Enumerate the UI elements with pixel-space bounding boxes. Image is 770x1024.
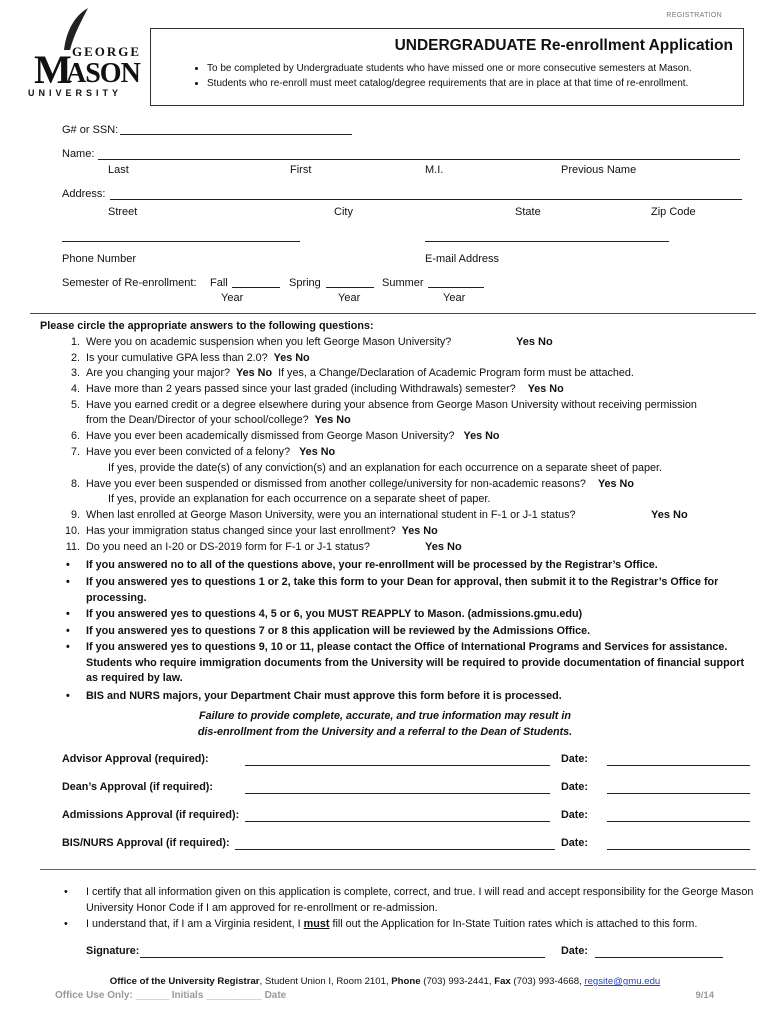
bis-nurs-approval-label: BIS/NURS Approval (if required):	[62, 837, 230, 849]
logo-university: UNIVERSITY	[28, 88, 123, 98]
certify-statement: • I certify that all information given on this application is complete, correct, and true. I will read and accept responsibility for the George Mason University Honor Code if I am approved for re-enrollment or re-admission.	[86, 885, 756, 916]
instruction-item: • If you answered yes to questions 7 or 8 this application will be reviewed by the Admissions Office.	[86, 624, 746, 640]
signature-date-label: Date:	[561, 945, 588, 957]
summer-label: Summer	[382, 277, 424, 289]
advisor-approval-field[interactable]	[245, 765, 550, 766]
instruction-item: • If you answered yes to questions 4, 5 or 6, you MUST REAPPLY to Mason. (admissions.gmu.edu)	[86, 607, 746, 623]
logo-m: M	[34, 47, 71, 92]
dean-date-label: Date:	[561, 781, 588, 793]
question-11-yes-no[interactable]: Yes No	[425, 541, 462, 553]
page-title: UNDERGRADUATE Re-enrollment Application	[394, 37, 733, 54]
question-10: 10. Has your immigration status changed since your last enrollment? Yes No	[64, 525, 438, 537]
question-3: 3. Are you changing your major? Yes No If yes, a Change/Declaration of Academic Program form must be attached.	[70, 367, 634, 379]
warning-line-1: Failure to provide complete, accurate, and true information may result in	[199, 710, 571, 722]
office-use-only: Office Use Only: ______ Initials __________ Date	[55, 990, 287, 1001]
question-3-yes-no[interactable]: Yes No	[236, 367, 273, 379]
admissions-approval-field[interactable]	[245, 821, 550, 822]
logo-george: GEORGE	[72, 44, 142, 59]
instruction-item: • If you answered no to all of the questions above, your re-enrollment will be processed by the Registrar’s Office.	[86, 558, 746, 574]
title-bullet: • To be completed by Undergraduate students who have missed one or more consecutive semesters at Mason.	[207, 61, 692, 76]
first-label: First	[290, 164, 312, 176]
admissions-approval-label: Admissions Approval (if required):	[62, 809, 240, 821]
phone-field[interactable]	[62, 241, 300, 242]
signature-label: Signature:	[86, 945, 140, 957]
question-2: 2. Is your cumulative GPA less than 2.0? Yes No	[70, 352, 310, 364]
instruction-item: • If you answered yes to questions 9, 10 or 11, please contact the Office of International Programs and Services for assistance. Students who require immigration documents from the University will be required to provide documentation of financial support as required by law.	[86, 640, 746, 687]
fall-year-field[interactable]	[232, 287, 280, 288]
registrar-email-link[interactable]: regsite@gmu.edu	[584, 976, 661, 987]
name-label: Name:	[62, 148, 95, 160]
instruction-item: • If you answered yes to questions 1 or 2, take this form to your Dean for approval, then submit it to the Registrar’s Office for processing.	[86, 575, 746, 606]
gssn-field[interactable]	[120, 134, 352, 135]
warning-line-2: dis-enrollment from the University and a referral to the Dean of Students.	[197, 726, 573, 738]
question-4: 4. Have more than 2 years passed since your last graded (including Withdrawals) semester? Yes No	[70, 383, 564, 395]
header-registration-label: REGISTRATION	[666, 12, 722, 19]
understand-statement: • I understand that, if I am a Virginia resident, I must fill out the Application for In-State Tuition rates which is attached to this form.	[86, 917, 756, 933]
signature-date-field[interactable]	[595, 957, 723, 958]
question-1-yes-no[interactable]: Yes No	[516, 336, 553, 348]
name-field[interactable]	[98, 159, 740, 160]
street-label: Street	[108, 206, 138, 218]
approval-divider	[40, 869, 756, 870]
question-6: 6. Have you ever been academically dismissed from George Mason University? Yes No	[70, 430, 500, 442]
previous-name-label: Previous Name	[561, 164, 637, 176]
city-label: City	[334, 206, 353, 218]
question-5-cont: from the Dean/Director of your school/college? Yes No	[86, 414, 351, 426]
logo-ason: ASON	[66, 58, 140, 89]
advisor-date-field[interactable]	[607, 765, 750, 766]
summer-year-label: Year	[443, 292, 466, 304]
signature-field[interactable]	[140, 957, 545, 958]
question-4-yes-no[interactable]: Yes No	[527, 383, 564, 395]
email-field[interactable]	[425, 241, 669, 242]
semester-label: Semester of Re-enrollment:	[62, 277, 197, 289]
question-8-yes-no[interactable]: Yes No	[597, 478, 634, 490]
dean-approval-field[interactable]	[245, 793, 550, 794]
spring-year-label: Year	[338, 292, 361, 304]
last-label: Last	[108, 164, 129, 176]
question-9-yes-no[interactable]: Yes No	[651, 509, 688, 521]
advisor-approval-label: Advisor Approval (required):	[62, 753, 209, 765]
phone-label: Phone Number	[62, 253, 136, 265]
email-label: E-mail Address	[425, 253, 499, 265]
dean-date-field[interactable]	[607, 793, 750, 794]
question-9: 9. When last enrolled at George Mason University, were you an international student in F-1 or J-1 status?	[70, 509, 576, 521]
question-5-yes-no[interactable]: Yes No	[314, 414, 351, 426]
bis-nurs-date-label: Date:	[561, 837, 588, 849]
title-box	[150, 28, 744, 106]
question-11: 11. Do you need an I-20 or DS-2019 form for F-1 or J-1 status?	[65, 541, 370, 553]
title-bullet: • Students who re-enroll must meet catalog/degree requirements that are in place at that time of re-enrollment.	[207, 76, 692, 91]
bis-nurs-approval-field[interactable]	[235, 849, 555, 850]
instruction-item: • BIS and NURS majors, your Department Chair must approve this form before it is processed.	[86, 689, 746, 705]
state-label: State	[515, 206, 541, 218]
footer-contact: Office of the University Registrar, Student Union I, Room 2101, Phone (703) 993-2441, Fax (703) 993-4668, regsite@gmu.edu	[109, 976, 661, 987]
spring-label: Spring	[289, 277, 321, 289]
question-2-yes-no[interactable]: Yes No	[273, 352, 310, 364]
gssn-label: G# or SSN:	[62, 124, 119, 136]
title-bullets	[187, 61, 692, 91]
fall-year-label: Year	[221, 292, 244, 304]
section-divider	[30, 313, 756, 314]
question-5: 5. Have you earned credit or a degree elsewhere during your absence from George Mason University without receiving permission	[70, 399, 697, 411]
question-7-sub: If yes, provide the date(s) of any conviction(s) and an explanation for each occurrence on a separate sheet of paper.	[108, 462, 662, 474]
bis-nurs-date-field[interactable]	[607, 849, 750, 850]
fall-label: Fall	[210, 277, 228, 289]
question-8: 8. Have you ever been suspended or dismissed from another college/university for non-academic reasons? Yes No	[70, 478, 634, 490]
dean-approval-label: Dean’s Approval (if required):	[62, 781, 213, 793]
question-7: 7. Have you ever been convicted of a felony? Yes No	[70, 446, 336, 458]
zip-label: Zip Code	[651, 206, 696, 218]
address-label: Address:	[62, 188, 106, 200]
summer-year-field[interactable]	[428, 287, 484, 288]
question-7-yes-no[interactable]: Yes No	[299, 446, 336, 458]
question-1: 1. Were you on academic suspension when you left George Mason University?	[70, 336, 452, 348]
admissions-date-label: Date:	[561, 809, 588, 821]
advisor-date-label: Date:	[561, 753, 588, 765]
questions-heading: Please circle the appropriate answers to the following questions:	[40, 320, 374, 332]
gmu-logo	[20, 6, 142, 98]
address-field[interactable]	[110, 199, 742, 200]
admissions-date-field[interactable]	[607, 821, 750, 822]
page-number: 9/14	[695, 990, 714, 1001]
question-10-yes-no[interactable]: Yes No	[401, 525, 438, 537]
question-6-yes-no[interactable]: Yes No	[463, 430, 500, 442]
mi-label: M.I.	[425, 164, 444, 176]
question-8-sub: If yes, provide an explanation for each occurrence on a separate sheet of paper.	[108, 493, 491, 505]
spring-year-field[interactable]	[326, 287, 374, 288]
